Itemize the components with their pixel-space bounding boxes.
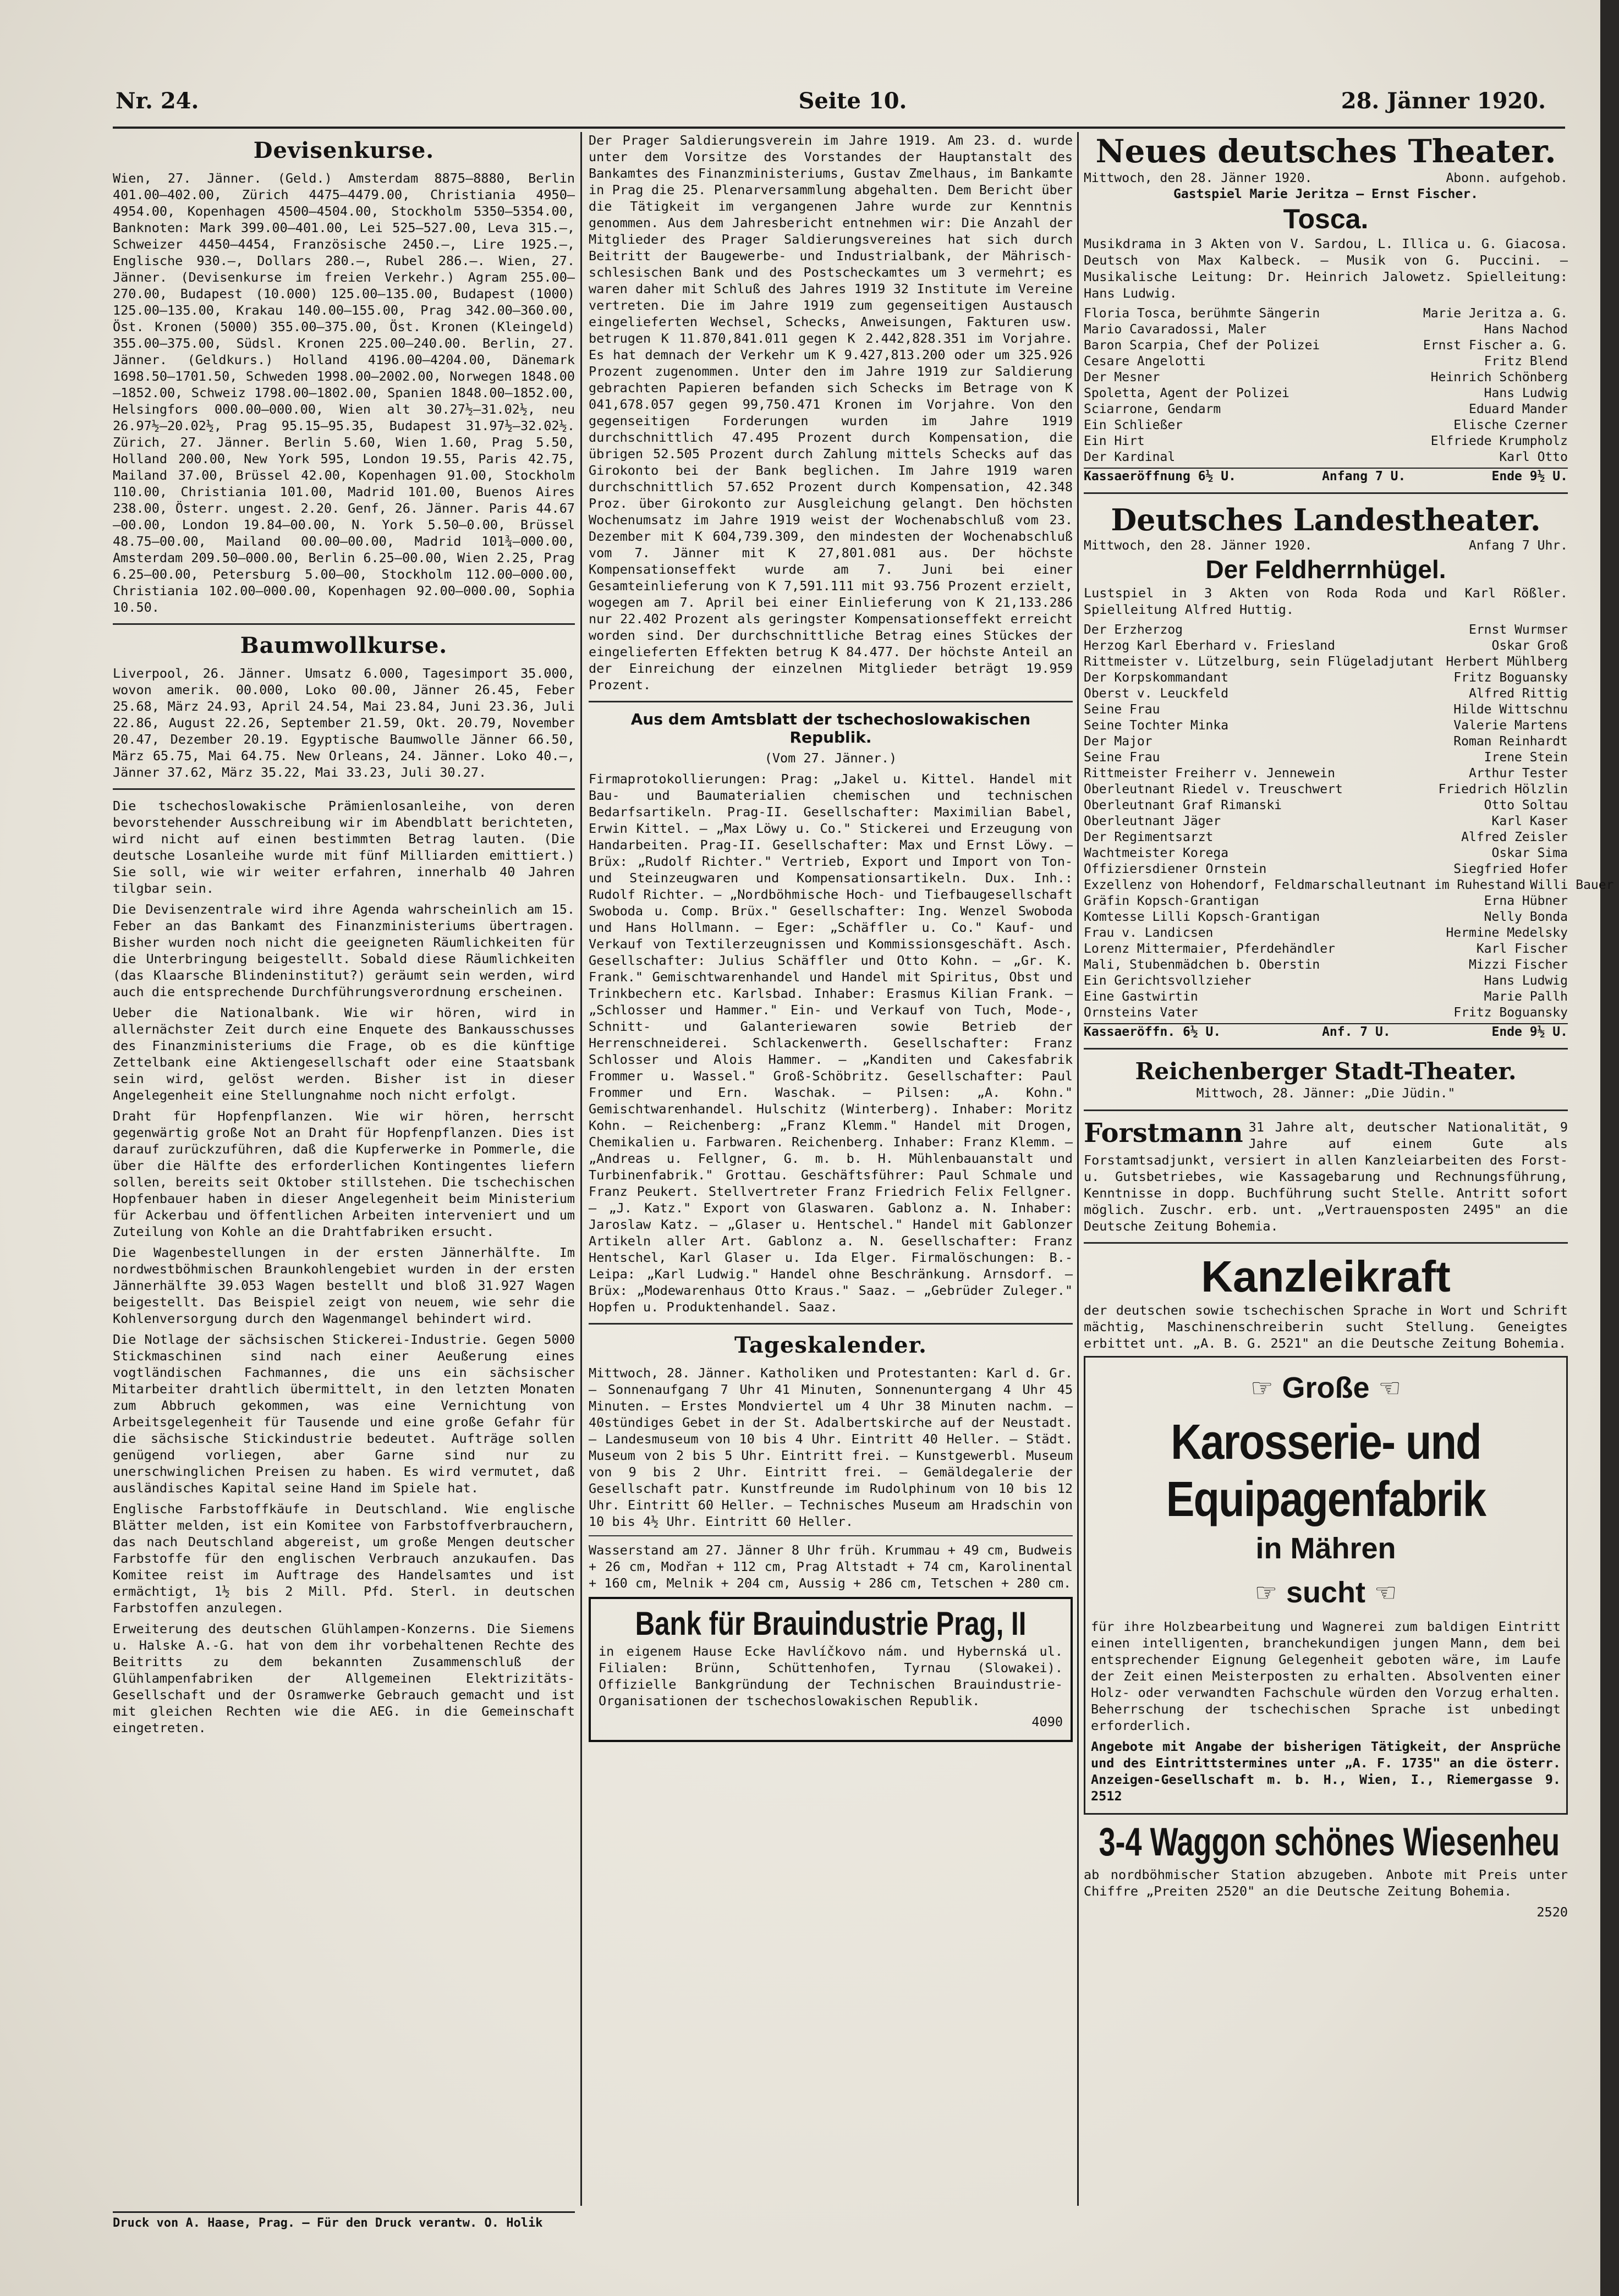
cast-role: Rittmeister Freiherr v. Jennewein — [1084, 766, 1335, 781]
cast-row — [1084, 449, 1568, 465]
cast-row — [1084, 861, 1568, 877]
cast-actor: Marie Pallh — [1484, 990, 1568, 1004]
cast-row — [1084, 909, 1568, 925]
cast-row — [1084, 989, 1568, 1005]
reichenberg-title: Reichenberger Stadt-Theater. — [1135, 1058, 1517, 1085]
cast-role: Oberst v. Leuckfeld — [1084, 686, 1229, 701]
waggon-text: ab nordböhmischer Station abzugeben. Anbote mit Preis unter Chiffre „Preiten 2520" an die Deutsche Zeitung Bohemia. — [1084, 1867, 1568, 1899]
column-ads — [1084, 132, 1614, 2200]
bank-ad-text: in eigenem Hause Ecke Havlíčkovo nám. und Hybernská ul. Filialen: Brünn, Schüttenhofen, Tyrnau (Slowakei). Offizielle Bankgründung der Technischen Brauindustrie-Organisationen der tschechoslowakischen Republik. — [599, 1644, 1063, 1709]
page-number: Seite 10. — [798, 88, 907, 114]
devisen-text: Wien, 27. Jänner. (Geld.) Amsterdam 8875—8880, Berlin 401.00—402.00, Zürich 4475—4479.00, Christiania 4950—4954.00, Kopenhagen 4500—4504.00, Stockholm 5350—5354.00, Banknoten: Mark 399.00—401.00, Lei 525—527.00, Leva 315.—, Schweizer 4450—4454, Französische 2450.—, Lire 1925.—, Englische 930.—, Dollars 280.—, Rubel 286.—. Wien, 27. Jänner. (Devisenkurse im freien Verkehr.) Agram 255.00—270.00, Budapest (10.000) 125.00—135.00, Budapest (1000) 125.00—135.00, Krakau 140.00—155.00, Prag 342.00—360.00, Öst. Kronen (5000) 355.00—375.00, Öst. Kronen (Kleingeld) 355.00—375.00, Südsl. Kronen 225.00—240.00. Berlin, 27. Jänner. (Geldkurs.) Holland 4196.00—4204.00, Dänemark 1698.50—1701.50, Schweden 1998.00—2002.00, Norwegen 1848.00—1852.00, Schweiz 1798.00—1802.00, Spanien 1848.00—1852.00, Helsingfors 000.00—000.00, Wien alt 30.27½—31.02½, neu 26.97½—20.02½, Prag 95.15—95.35, Budapest 31.97½—32.02½. Zürich, 27. Jänner. Berlin 5.60, Wien 1.60, Prag 5.50, Holland 200.00, New York 595, London 19.55, Paris 42.75, Mailand 37.00, Brüssel 42.00, Kopenhagen 91.00, Stockholm 110.00, Christiania 101.00, Madrid 101.00, Buenos Aires 238.00, Österr. ungest. 2.20. Genf, 26. Jänner. Paris 44.67—00.00, London 19.84—00.00, N. York 5.50—0.00, Brüssel 48.75—00.00, Mailand 00.00—00.00, Madrid 101¾—000.00, Amsterdam 209.50—000.00, Berlin 6.25—00.00, Wien 2.25, Prag 6.25—00.00, Petersburg 5.00—00, Stockholm 112.00—000.00, Christiania 102.00—000.00, Kopenhagen 92.00—000.00, Sophia 10.50. — [113, 171, 575, 615]
issue-number: Nr. 24. — [116, 88, 199, 114]
cast-actor: Mizzi Fischer — [1468, 958, 1568, 972]
cast-role: Seine Tochter Minka — [1084, 718, 1229, 733]
cast-row — [1084, 386, 1568, 402]
karosserie-contact: Angebote mit Angabe der bisherigen Tätigkeit, der Ansprüche und des Eintrittstermines unter „A. F. 1735" an die österr. Anzeigen-Gesellschaft m. b. H., Wien, I., Riemergasse 9. 2512 — [1091, 1739, 1561, 1804]
cast-actor: Elische Czerner — [1453, 418, 1568, 432]
cast-actor: Alfred Rittig — [1468, 686, 1568, 701]
cast-row — [1084, 686, 1568, 702]
karosserie-sucht: sucht — [1286, 1576, 1366, 1609]
bank-ad-title: Bank für Brauindustrie Prag, II — [635, 1605, 1027, 1642]
article-praemienlosanleihe: Die tschechoslowakische Prämienlosanleihe, von deren bevorstehender Ausschreibung wir im Abendblatt berichteten, wird nicht auf einen bestimmten Betrag lauten. (Die deutsche Losanleihe wurde mit fünf Milliarden emittiert.) Sie soll, wie wir weiter erfahren, innerhalb 40 Jahren tilgbar sein. — [113, 798, 575, 896]
bank-ad — [589, 1597, 1073, 1742]
waggon-code: 2520 — [1536, 1904, 1568, 1920]
cast-actor: Karl Otto — [1499, 450, 1568, 464]
devisen-heading: Devisenkurse. — [253, 138, 435, 163]
header-rule — [113, 127, 1565, 129]
cast-row — [1084, 670, 1568, 686]
cast-row — [1084, 654, 1568, 670]
cast-role: Exzellenz von Hohendorf, Feldmarschalleutnant im Ruhestand — [1084, 878, 1526, 892]
cast-actor: Oskar Sima — [1491, 846, 1568, 860]
amtsblatt-heading: Aus dem Amtsblatt der tschechoslowakischen Republik. — [630, 710, 1031, 746]
karosserie-ad — [1084, 1356, 1568, 1815]
cast-actor: Friedrich Hölzlin — [1438, 782, 1568, 797]
neues-theater-date: Mittwoch, den 28. Jänner 1920. — [1084, 171, 1313, 185]
cast-row — [1084, 338, 1568, 354]
divider — [589, 701, 1073, 702]
divider — [589, 1535, 1073, 1536]
divider — [1084, 492, 1568, 494]
cast-actor: Hans Ludwig — [1484, 386, 1568, 400]
printer-imprint: Druck von A. Haase, Prag. — Für den Druck verantw. O. Holik — [113, 2211, 575, 2230]
cast-actor: Fritz Boguansky — [1453, 1006, 1568, 1020]
cast-actor: Siegfried Hofer — [1453, 862, 1568, 876]
cast-row — [1084, 418, 1568, 433]
cast-actor: Nelly Bonda — [1484, 910, 1568, 924]
divider — [1084, 1048, 1568, 1050]
cast-role: Spoletta, Agent der Polizei — [1084, 386, 1289, 400]
article-gluehlampen: Erweiterung des deutschen Glühlampen-Konzerns. Die Siemens u. Halske A.-G. hat von dem ihr vorbehaltenen Rechte des Beitritts zu dem bekannten Zusammenschluß der Glühlampenfabriken der Allgemeinen Elektrizitäts-Gesellschaft und der Osramwerke Gebrauch gemacht und ist mit gleichen Rechten wie die AEG. in die Gemeinschaft eingetreten. — [113, 1621, 575, 1735]
amtsblatt-date: (Vom 27. Jänner.) — [764, 750, 897, 766]
landestheater-title: Deutsches Landestheater. — [1111, 502, 1541, 537]
cast-row — [1084, 766, 1568, 782]
cast-row — [1084, 845, 1568, 861]
cast-role: Komtesse Lilli Kopsch-Grantigan — [1084, 910, 1320, 924]
cast-row — [1084, 877, 1614, 893]
waggon-ad — [1084, 1818, 1568, 1920]
tageskalender-text: Mittwoch, 28. Jänner. Katholiken und Protestanten: Karl d. Gr. — Sonnenaufgang 7 Uhr 41 Minuten, Sonnenuntergang 4 Uhr 45 Minuten. — Erstes Mondviertel um 4 Uhr 38 Minuten nachm. — 40stündiges Gebet in der St. Adalbertskirche auf der Neustadt. — Landesmuseum von 10 bis 4 Uhr. Eintritt 40 Heller. — Städt. Museum von 2 bis 5 Uhr. Eintritt frei. — Kunstgewerbl. Museum von 9 bis 2 Uhr. Eintritt frei. — Gemäldegalerie der Gesellschaft patr. Kunstfreunde im Rudolphinum von 10 bis 12 Uhr. Eintritt 60 Heller. — Technisches Museum am Hradschin von 10 bis 4½ Uhr. Eintritt 60 Heller. — [589, 1365, 1073, 1529]
cast-row — [1084, 638, 1568, 654]
cast-row — [1084, 322, 1568, 338]
reichenberg-ad — [1084, 1057, 1568, 1102]
cast-role: Mali, Stubenmädchen b. Oberstin — [1084, 958, 1320, 972]
show-time: Anfang 7 U. — [1322, 469, 1406, 484]
cast-row — [1084, 622, 1568, 638]
cast-role: Sciarrone, Gendarm — [1084, 402, 1221, 416]
bank-ad-phone: 4090 — [1031, 1714, 1063, 1729]
reichenberg-text: Mittwoch, 28. Jänner: „Die Jüdin." — [1196, 1086, 1456, 1101]
cast-actor: Ernst Wurmser — [1468, 623, 1568, 637]
cast-role: Wachtmeister Korega — [1084, 846, 1229, 860]
cast-actor: Oskar Groß — [1491, 639, 1568, 653]
cast-role: Floria Tosca, berühmte Sängerin — [1084, 306, 1320, 321]
waggon-title: 3-4 Waggon schönes Wiesenheu — [1099, 1820, 1560, 1864]
page-header — [83, 83, 1557, 121]
cast-role: Oberleutnant Graf Rimanski — [1084, 798, 1282, 812]
cast-role: Der Regimentsarzt — [1084, 830, 1214, 844]
pointing-hand-left-icon: ☜ — [1378, 1373, 1401, 1403]
cast-actor: Heinrich Schönberg — [1430, 370, 1568, 385]
article-farbstoff: Englische Farbstoffkäufe in Deutschland. Wie englische Blätter melden, ist ein Komitee von Farbstoffverbrauchern, das nach Deutschland abgereist, um große Mengen deutscher Farbstoffe für den englischen Verbrauch anzukaufen. Das Komitee reist im Auftrage des Handelsamtes und ist ermächtigt, 1½ bis 2 Mill. Pfd. Sterl. in deutschen Farbstoffen anzulegen. — [113, 1501, 575, 1616]
karosserie-grosse: Große — [1282, 1371, 1370, 1404]
cast-row — [1084, 702, 1568, 718]
forstmann-ad — [1084, 1119, 1568, 1234]
cast-row — [1084, 433, 1568, 449]
cast-role: Seine Frau — [1084, 750, 1160, 765]
cast-role: Ein Gerichtsvollzieher — [1084, 974, 1252, 988]
cast-row — [1084, 925, 1568, 941]
cast-actor: Arthur Tester — [1468, 766, 1568, 781]
amtsblatt-text: Firmaprotokollierungen: Prag: „Jakel u. Kittel. Handel mit Bau- und Baumaterialien chemischen und technischen Bedarfsartikeln. Prag-II. Gesellschafter: Maximilian Babel, Erwin Kittel. — „Max Löwy u. Co." Stickerei und Erzeugung von Handarbeiten. Prag-II. Gesellschafter: Max und Ernst Löwy. — Brüx: „Rudolf Richter." Vertrieb, Export und Import von Ton- und Steinzeugwaren und Kompensationsartikeln. Dux. Inh.: Rudolf Richter. — „Nordböhmische Hoch- und Tiefbaugesellschaft Swoboda u. Comp. Brüx." Gesellschafter: Ing. Wenzel Swoboda und Hans Hollmann. — Eger: „Schäffler u. Co." Kauf- und Verkauf von Textilerzeugnissen und Kommissionsgeschäft. Asch. Gesellschafter: Julius Schäffler und Otto Kohn. — „Gr. K. Frank." Gemischtwarenhandel und Handel mit Spiritus, Obst und Trinkbechern etc. Karlsbad. Inhaber: Erasmus Kilian Frank. — „Schlosser und Hammer." Ein- und Verkauf von Tuch, Mode-, Schnitt- und Galanteriewaren sowie Betrieb der Herrenschneiderei. Schlackenwerth. Gesellschafter: Franz Schlosser und Alois Hammer. — „Kanditen und Cakesfabrik Frommer u. Wassel." Groß-Schöbritz. Gesellschafter: Paul Frommer und Ern. Waschak. — Pilsen: „A. Kohn." Gemischtwarenhandel. Hulschitz (Winterberg). Inhaber: Moritz Kohn. — Reichenberg: „Franz Klemm." Handel mit Drogen, Chemikalien u. Farbwaren. Reichenberg. Inhaber: Franz Klemm. — „Andreas u. Fellgner, G. m. b. H. Mühlenbauanstalt und Turbinenfabrik." Grottau. Geschäftsführer: Paul Schmale und Franz Peukert. Stellvertreter Franz Friedrich Felix Fellgner. — „J. Katz." Export von Glaswaren. Gablonz a. N. Inhaber: Jaroslaw Katz. — „Glaser u. Hentschel." Handel mit Gablonzer Artikeln aller Art. Gablonz a. N. Gesellschafter: Franz Hentschel, Karl Glaser u. Ida Elger. Firmalöschungen: B.-Leipa: „Karl Ludwig." Handel ohne Beschränkung. Arnsdorf. — Brüx: „Modewarenhaus Otto Kraus." Saaz. — „Gebrüder Zuleger." Hopfen u. Produktenhandel. Saaz. — [589, 771, 1073, 1315]
cast-row — [1084, 718, 1568, 734]
neues-theater-info: Musikdrama in 3 Akten von V. Sardou, L. Illica u. G. Giacosa. Deutsch von Max Kalbeck. — Musik von G. Puccini. — Musikalische Leitung: Dr. Heinrich Jalowetz. Spielleitung: Hans Ludwig. — [1084, 236, 1568, 301]
cast-role: Offiziersdiener Ornstein — [1084, 862, 1267, 876]
cast-role: Lorenz Mittermaier, Pferdehändler — [1084, 942, 1335, 956]
neues-theater-cast — [1084, 306, 1568, 465]
scan-edge — [1600, 0, 1619, 2296]
article-nationalbank: Ueber die Nationalbank. Wie wir hören, wird in allernächster Zeit durch eine Enquete des Bankausschusses des Finanzministeriums die Frage, ob es die künftige Zettelbank eine Aktiengesellschaft oder eine Staatsbank sein wird, gelöst werden. Bisher ist in dieser Angelegenheit eine Stellungnahme noch nicht erfolgt. — [113, 1005, 575, 1103]
wasserstand-text: Wasserstand am 27. Jänner 8 Uhr früh. Krummau + 49 cm, Budweis + 26 cm, Modřan + 112 cm, Prag Altstadt + 74 cm, Karolinental + 160 cm, Melnik + 204 cm, Aussig + 286 cm, Tetschen + 280 cm. — [589, 1542, 1073, 1591]
article-saldierungsverein: Der Prager Saldierungsverein im Jahre 1919. Am 23. d. wurde unter dem Vorsitze des Vorstandes der Hauptanstalt des Bankamtes des Finanzministeriums, Gustav Zmelhaus, im Bankamte in Prag die 25. Plenarversammlung abgehalten. Dem Bericht über die Tätigkeit im vergangenen Jahre wurde zur Kenntnis genommen. Aus dem Jahresbericht entnehmen wir: Die Anzahl der Mitglieder des Prager Saldierungsvereines hat sich durch Beitritt der Baugewerbe- und Industrialbank, der Mährisch-schlesischen Bank und des Postscheckamtes um 3 vermehrt; es waren daher mit Schluß des Jahres 1919 32 Institute im Vereine vertreten. Die im Jahre 1919 zum gegenseitigen Austausch eingelieferten Wechsel, Schecks, Anweisungen, Fakturen usw. betrugen K 11.870,841.011 gegen K 2.442,828.351 im Vorjahre. Es hat demnach der Verkehr um K 9.427,813.200 oder um 325.926 Prozent zugenommen. Unter den im Jahre 1919 zur Saldierung gebrachten Papieren befanden sich Schecks im Betrage von K 041,678.057 gegen 99,750.471 Kronen im Vorjahre. Von den gegenseitigen Forderungen wurden im Jahre 1919 durchschnittlich 47.495 Prozent durch Kompensation, die übrigen 52.505 Prozent durch Zahlung mittels Schecks auf das Girokonto bei der Bank beglichen. Im Jahre 1919 waren durchschnittlich 57.652 Prozent durch Kompensation, 42.348 Proz. über Girokonto zur Ausgleichung gelangt. Den höchsten Wochenumsatz im Jahre 1919 weist der Wochenabschluß vom 23. Dezember mit K 604,739.309, den mindesten der Wochenabschluß vom 7. Jänner mit K 27,801.081 aus. Der höchste Kompensationseffekt wurde am 7. Juni bei einer Gesamteinlieferung von K 7,591.111 mit 93.756 Prozent erzielt, wogegen am 7. April bei einer Einlieferung von K 21,133.286 nur 22.402 Prozent als geringster Kompensationseffekt erreicht worden sind. Der durchschnittliche Betrag eines Stückes der eingelieferten Effekten betrug K 84.477. Der höchste Anteil an der Einreichung der einzelnen Mitglieder beträgt 19.959 Prozent. — [589, 133, 1073, 693]
cast-actor: Karl Fischer — [1476, 942, 1568, 956]
cast-actor: Hans Nachod — [1484, 322, 1568, 337]
tageskalender-heading: Tageskalender. — [734, 1332, 927, 1358]
cast-role: Herzog Karl Eberhard v. Friesland — [1084, 639, 1335, 653]
cast-row — [1084, 354, 1568, 370]
kanzleikraft-text: der deutschen sowie tschechischen Sprache in Wort und Schrift mächtig, Maschinenschreiberin sucht Stellung. Geneigtes erbittet unt. „A. B. G. 2521" an die Deutsche Zeitung Bohemia. — [1084, 1303, 1568, 1351]
karosserie-text: für ihre Holzbearbeitung und Wagnerei zum baldigen Eintritt einen intelligenten, branchekundigen jungen Mann, dem bei entsprechender Eignung Gelegenheit geboten wäre, im Laufe der Zeit einen Meisterposten zu erhalten. Absolventen einer Holz- oder verwandten Fachschule würden den Vorzug erhalten. Beherrschung der tschechischen Sprache ist unbedingt erforderlich. — [1091, 1619, 1561, 1733]
show-time: Ende 9½ U. — [1491, 1025, 1568, 1039]
cast-row — [1084, 1005, 1568, 1021]
karosserie-place: in Mähren — [1255, 1532, 1396, 1565]
cast-actor: Hermine Medelsky — [1446, 926, 1568, 940]
landestheater-start: Anfang 7 Uhr. — [1468, 539, 1568, 553]
column-rule-1 — [580, 132, 582, 2206]
cast-role: Rittmeister v. Lützelburg, sein Flügeladjutant — [1084, 655, 1434, 669]
cast-actor: Eduard Mander — [1468, 402, 1568, 416]
neues-theater-abonn: Abonn. aufgehob. — [1446, 171, 1568, 185]
cast-actor: Herbert Mühlberg — [1446, 655, 1568, 669]
cast-role: Cesare Angelotti — [1084, 354, 1206, 369]
kanzleikraft-title: Kanzleikraft — [1201, 1252, 1451, 1301]
cast-actor: Alfred Zeisler — [1461, 830, 1568, 844]
kanzleikraft-ad — [1084, 1251, 1568, 1352]
divider — [589, 1323, 1073, 1325]
forstmann-title: Forstmann — [1084, 1118, 1243, 1149]
cast-actor: Erna Hübner — [1484, 894, 1568, 908]
landestheater-cast — [1084, 622, 1614, 1021]
cast-row — [1084, 973, 1568, 989]
cast-row — [1084, 734, 1568, 750]
cast-actor: Irene Stein — [1484, 750, 1568, 765]
cast-role: Gräfin Kopsch-Grantigan — [1084, 894, 1259, 908]
cast-row — [1084, 782, 1568, 798]
divider — [113, 623, 575, 625]
divider — [1084, 1109, 1568, 1111]
neues-theater-ad — [1084, 132, 1568, 485]
pointing-hand-right-icon: ☞ — [1254, 1578, 1277, 1607]
landestheater-date: Mittwoch, den 28. Jänner 1920. — [1084, 539, 1313, 553]
issue-date: 28. Jänner 1920. — [1341, 88, 1546, 114]
landestheater-info: Lustspiel in 3 Akten von Roda Roda und Karl Rößler. Spielleitung Alfred Huttig. — [1084, 585, 1568, 617]
cast-role: Der Mesner — [1084, 370, 1160, 385]
article-draht: Draht für Hopfenpflanzen. Wie wir hören, herrscht gegenwärtig große Not an Draht für Hopfenpflanzen. Dies ist darauf zurückzuführen, daß die Kupferwerke in Pommerle, die über die Hälfte des erforderlichen Kontingentes liefern sollen, bereits seit Oktober stillstehen. Die tschechischen Hopfenbauer haben in dieser Angelegenheit beim Ministerium für Ackerbau und öffentlichen Arbeiten interveniert und um Zuteilung von Kohle an die Drahtfabriken ersucht. — [113, 1108, 575, 1239]
cast-actor: Ernst Fischer a. G. — [1423, 338, 1568, 353]
cast-role: Oberleutnant Jäger — [1084, 814, 1221, 828]
cast-role: Der Major — [1084, 734, 1152, 749]
cast-row — [1084, 370, 1568, 386]
cast-role: Mario Cavaradossi, Maler — [1084, 322, 1267, 337]
article-wagenbestellungen: Die Wagenbestellungen in der ersten Jännerhälfte. Im nordwestböhmischen Braunkohlengebiet wurden in der ersten Jännerhälfte 39.053 Wagen bestellt und bloß 31.927 Wagen beigestellt. Das Beispiel zeigt von neuem, wie sehr die Kohlenversorgung durch den Wagenmangel behindert wird. — [113, 1245, 575, 1326]
cast-role: Seine Frau — [1084, 702, 1160, 717]
cast-role: Baron Scarpia, Chef der Polizei — [1084, 338, 1320, 353]
column-news — [589, 132, 1073, 2200]
cast-row — [1084, 306, 1568, 322]
cast-role: Ein Hirt — [1084, 434, 1145, 448]
cast-actor: Hans Ludwig — [1484, 974, 1568, 988]
column-rule-2 — [1077, 132, 1079, 2206]
neues-theater-play: Tosca. — [1283, 204, 1369, 234]
cast-actor: Willi Bauer — [1530, 878, 1614, 892]
show-time: Kassaeröffn. 6½ U. — [1084, 1025, 1221, 1039]
cast-row — [1084, 402, 1568, 418]
neues-theater-times — [1084, 469, 1568, 485]
karosserie-title-2: Equipagenfabrik — [1166, 1472, 1486, 1527]
cast-row — [1084, 750, 1568, 766]
cast-role: Der Kardinal — [1084, 450, 1176, 464]
cast-actor: Valerie Martens — [1453, 718, 1568, 733]
cast-actor: Fritz Boguansky — [1453, 671, 1568, 685]
show-time: Kassaeröffnung 6½ U. — [1084, 469, 1236, 484]
cast-row — [1084, 830, 1568, 845]
neues-theater-title: Neues deutsches Theater. — [1095, 133, 1556, 170]
cast-role: Frau v. Landicsen — [1084, 926, 1214, 940]
cast-actor: Hilde Wittschnu — [1453, 702, 1568, 717]
cast-role: Der Korpskommandant — [1084, 671, 1229, 685]
baumwoll-text: Liverpool, 26. Jänner. Umsatz 6.000, Tagesimport 35.000, wovon amerik. 00.000, Loko 00.00, Jänner 26.45, Feber 25.68, März 24.93, April 24.54, Mai 23.84, Juni 23.36, Juli 22.86, August 22.26, September 21.59, Okt. 20.79, November 20.47, Dezember 20.19. Egyptische Baumwolle Jänner 66.50, März 65.75, Mai 64.75. New Orleans, 24. Jänner. Loko 40.—, Jänner 37.62, März 35.22, Mai 33.23, Juli 30.27. — [113, 666, 575, 780]
cast-actor: Otto Soltau — [1484, 798, 1568, 812]
divider — [1084, 1242, 1568, 1244]
cast-role: Ornsteins Vater — [1084, 1006, 1198, 1020]
cast-row — [1084, 957, 1568, 973]
cast-role: Eine Gastwirtin — [1084, 990, 1198, 1004]
landestheater-ad — [1084, 502, 1614, 1040]
pointing-hand-right-icon: ☞ — [1250, 1373, 1274, 1403]
cast-role: Ein Schließer — [1084, 418, 1183, 432]
show-time: Ende 9½ U. — [1491, 469, 1568, 484]
cast-role: Oberleutnant Riedel v. Treuschwert — [1084, 782, 1343, 797]
baumwoll-heading: Baumwollkurse. — [240, 633, 448, 658]
article-devisenzentrale: Die Devisenzentrale wird ihre Agenda wahrscheinlich am 15. Feber an das Bankamt des Finanzministeriums übertragen. Bisher wurden noch nicht die geeigneten Räumlichkeiten für die Unterbringung beigestellt. Sobald diese Räumlichkeiten (das Klaarsche Blindeninstitut?) geräumt sein werden, wird auch die entsprechende Durchführungsverordnung erscheinen. — [113, 902, 575, 999]
pointing-hand-left-icon: ☜ — [1374, 1578, 1397, 1607]
landestheater-play: Der Feldherrnhügel. — [1205, 555, 1446, 584]
divider — [113, 788, 575, 790]
cast-row — [1084, 798, 1568, 814]
cast-actor: Karl Kaser — [1491, 814, 1568, 828]
neues-theater-guest: Gastspiel Marie Jeritza — Ernst Fischer. — [1173, 187, 1478, 201]
cast-row — [1084, 893, 1568, 909]
forstmann-text: 31 Jahre alt, deutscher Nationalität, 9 Jahre auf einem Gute als Forstamtsadjunkt, versiert in allen Kanzleiarbeiten des Forst- u. Gutsbetriebes, wie Kassagebarung und Rechnungsführung, Kenntnisse in dopp. Buchführung sucht Stelle. Antritt sofort möglich. Zuschr. erb. unt. „Vertrauensposten 2495" an die Deutsche Zeitung Bohemia. — [1084, 1119, 1568, 1234]
column-finance — [113, 132, 575, 2200]
cast-actor: Roman Reinhardt — [1453, 734, 1568, 749]
cast-actor: Elfriede Krumpholz — [1430, 434, 1568, 448]
cast-role: Der Erzherzog — [1084, 623, 1183, 637]
cast-actor: Fritz Blend — [1484, 354, 1568, 369]
cast-row — [1084, 941, 1568, 957]
landestheater-times — [1084, 1024, 1568, 1040]
cast-row — [1084, 814, 1568, 830]
karosserie-title-1: Karosserie- und — [1171, 1415, 1481, 1470]
article-stickerei: Die Notlage der sächsischen Stickerei-Industrie. Gegen 5000 Stickmaschinen sind nach einer Aeußerung eines vogtländischen Fachmannes, die uns ein sächsischer Mitarbeiter drahtlich übermittelt, in den letzten Monaten zum Abbruch gekommen, was eine Vernichtung von Arbeitsgelegenheit für Tausende und eine große Gefahr für die sächsische Stickindustrie bedeutet. Aufträge sollen genügend vorliegen, aber Garne sind nur zu unerschwinglichen Preisen zu haben. Es wird vermutet, daß ausländisches Kapital seine Hand im Spiele hat. — [113, 1332, 575, 1496]
show-time: Anf. 7 U. — [1322, 1025, 1391, 1039]
cast-actor: Marie Jeritza a. G. — [1423, 306, 1568, 321]
